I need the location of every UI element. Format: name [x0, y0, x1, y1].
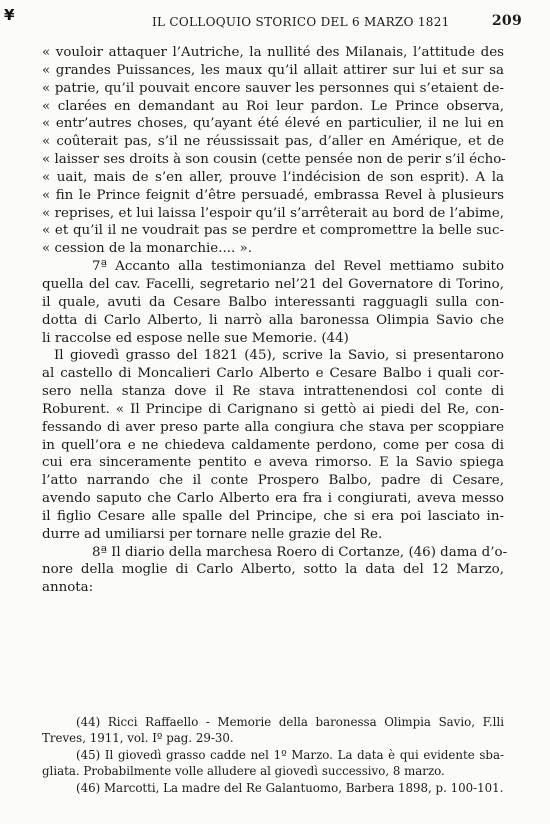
text-line: nore della moglie di Carlo Alberto, sotto la data del 12 Marzo,	[42, 562, 504, 578]
corner-mark: ¥	[4, 6, 15, 24]
page-number: 209	[491, 13, 522, 29]
text-line: in quell’ora e ne chiedeva caldamente perdono, come per cosa di	[42, 437, 504, 453]
running-title: IL COLLOQUIO STORICO DEL 6 MARZO 1821	[152, 15, 450, 29]
footnote-line: (45) Il giovedì grasso cadde nel 1º Marzo. La data è qui evidente sba-	[76, 747, 504, 762]
text-line: « uait, mais de s’en aller, prouve l’indécision de son esprit). A la	[42, 169, 504, 185]
text-line: « laisser ses droits à son cousin (cette pensée non de perir s’il écho-	[42, 152, 506, 168]
text-line: Roburent. « Il Principe di Carignano si gettò ai piedi del Re, con-	[42, 401, 504, 417]
text-line: fessando di aver preso parte alla congiura che stava per scoppiare	[42, 419, 504, 435]
text-line: « coûterait pas, s’il ne réussissait pas, d’aller en Amérique, et de	[42, 134, 504, 150]
text-line: « vouloir attaquer l’Autriche, la nullité des Milanais, l’attitude des	[42, 45, 504, 60]
text-line: « grandes Puissances, les maux qu’il allait attirer sur lui et sur sa	[42, 62, 504, 78]
text-line: quella del cav. Facelli, segretario nel’21 del Governatore di Torino,	[42, 276, 504, 292]
text-line: cui era sinceramente pentito e aveva rimorso. E la Savio spiega	[42, 455, 504, 471]
footnotes	[42, 714, 504, 796]
text-line: « clarées en demandant au Roi leur pardon. Le Prince observa,	[42, 98, 504, 114]
text-line: 7ª Accanto alla testimonianza del Revel mettiamo subito	[92, 259, 504, 275]
text-line: al castello di Moncalieri Carlo Alberto e Cesare Balbo i quali cor-	[42, 366, 504, 382]
text-line: sero nella stanza dove il Re stava intrattenendosi col conte di	[42, 384, 504, 400]
footnote-line: gliata. Probabilmente volle alludere al giovedì successivo, 8 marzo.	[42, 764, 445, 779]
footnote-line: Treves, 1911, vol. Iº pag. 29-30.	[42, 731, 234, 746]
footnote-line: (44) Ricci Raffaello - Memorie della baronessa Olimpia Savio, F.lli	[76, 715, 504, 729]
text-line: « cession de la monarchie.... ».	[42, 241, 252, 257]
text-line: Il giovedì grasso del 1821 (45), scrive la Savio, si presentarono	[54, 348, 504, 364]
text-line: durre ad umiliarsi per tornare nelle grazie del Re.	[42, 526, 383, 542]
text-line: 8ª Il diario della marchesa Roero di Cortanze, (46) dama d’o-	[92, 544, 508, 560]
body-text	[42, 44, 508, 597]
text-line: « fin le Prince feignit d’être persuadé, embrassa Revel à plusieurs	[42, 187, 504, 203]
text-line: annota:	[42, 580, 94, 596]
text-line: « patrie, qu’il pouvait encore sauver les personnes qui s’etaient de-	[42, 80, 504, 96]
text-line: « entr’autres choses, qu’ayant été élevé en particulier, il ne lui en	[42, 116, 504, 132]
text-line: li raccolse ed espose nelle sue Memorie. (44)	[42, 330, 349, 346]
text-line: il figlio Cesare alle spalle del Principe, che si era poi lasciato in-	[42, 508, 504, 524]
text-line: l’atto narrando che il conte Prospero Balbo, padre di Cesare,	[42, 473, 504, 489]
text-line: avendo saputo che Carlo Alberto era fra i congiurati, aveva messo	[42, 491, 504, 507]
text-line: dotta di Carlo Alberto, li narrò alla baronessa Olimpia Savio che	[42, 312, 504, 328]
text-line: « reprises, et lui laissa l’espoir qu’il s’arrêterait au bord de l’abime,	[42, 205, 504, 221]
footnote-line: (46) Marcotti, La madre del Re Galantuomo, Barbera 1898, p. 100-101.	[76, 780, 504, 795]
text-line: il quale, avuti da Cesare Balbo interessanti ragguagli sulla con-	[42, 294, 504, 310]
page-header	[40, 10, 522, 32]
text-line: « et qu’il il ne voudrait pas se perdre et compromettre la belle suc-	[42, 223, 504, 239]
